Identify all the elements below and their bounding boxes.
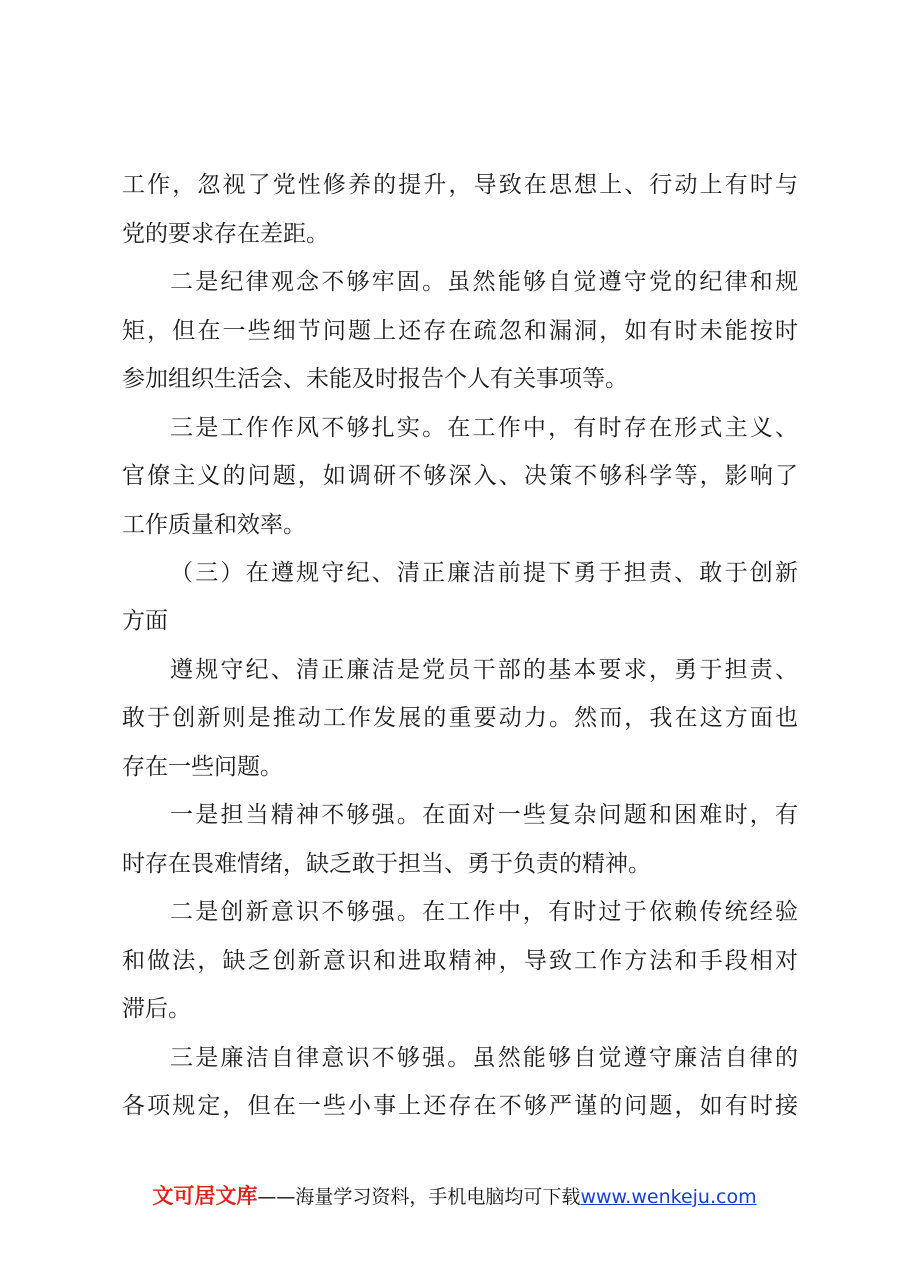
- section-heading: （三）在遵规守纪、清正廉洁前提下勇于担责、敢于创新: [170, 560, 798, 586]
- text-line: 矩，但在一些细节问题上还存在疏忽和漏洞，如有时未能按时: [122, 318, 798, 344]
- text-line: 一是担当精神不够强。在面对一些复杂问题和困难时，有: [170, 802, 798, 828]
- text-line: 工作，忽视了党性修养的提升，导致在思想上、行动上有时与: [122, 172, 798, 198]
- text-line: 三是廉洁自律意识不够强。虽然能够自觉遵守廉洁自律的: [170, 1045, 798, 1071]
- text-line: 工作质量和效率。: [122, 512, 306, 538]
- text-line: 党的要求存在差距。: [122, 221, 329, 247]
- text-line: 二是创新意识不够强。在工作中，有时过于依赖传统经验: [170, 899, 798, 925]
- text-line: 存在一些问题。: [122, 754, 283, 780]
- text-line: 各项规定，但在一些小事上还存在不够严谨的问题，如有时接: [122, 1093, 798, 1119]
- text-line: 时存在畏难情绪，缺乏敢于担当、勇于负责的精神。: [122, 851, 651, 877]
- text-line: 三是工作作风不够扎实。在工作中，有时存在形式主义、: [170, 415, 798, 441]
- brand-name: 文可居文库: [152, 1184, 258, 1208]
- text-line: 官僚主义的问题，如调研不够深入、决策不够科学等，影响了: [122, 463, 798, 489]
- text-line: 敢于创新则是推动工作发展的重要动力。然而，我在这方面也: [122, 705, 798, 731]
- footer-banner: [0, 1182, 909, 1211]
- section-heading: 方面: [122, 608, 168, 634]
- footer-slogan: ——海量学习资料，手机电脑均可下载: [257, 1186, 581, 1208]
- website-link[interactable]: www.wenkeju.com: [580, 1186, 757, 1208]
- text-line: 二是纪律观念不够牢固。虽然能够自觉遵守党的纪律和规: [170, 269, 798, 295]
- text-line: 遵规守纪、清正廉洁是党员干部的基本要求，勇于担责、: [170, 657, 798, 683]
- text-line: 滞后。: [122, 996, 191, 1022]
- text-line: 参加组织生活会、未能及时报告个人有关事项等。: [122, 366, 628, 392]
- text-line: 和做法，缺乏创新意识和进取精神，导致工作方法和手段相对: [122, 948, 798, 974]
